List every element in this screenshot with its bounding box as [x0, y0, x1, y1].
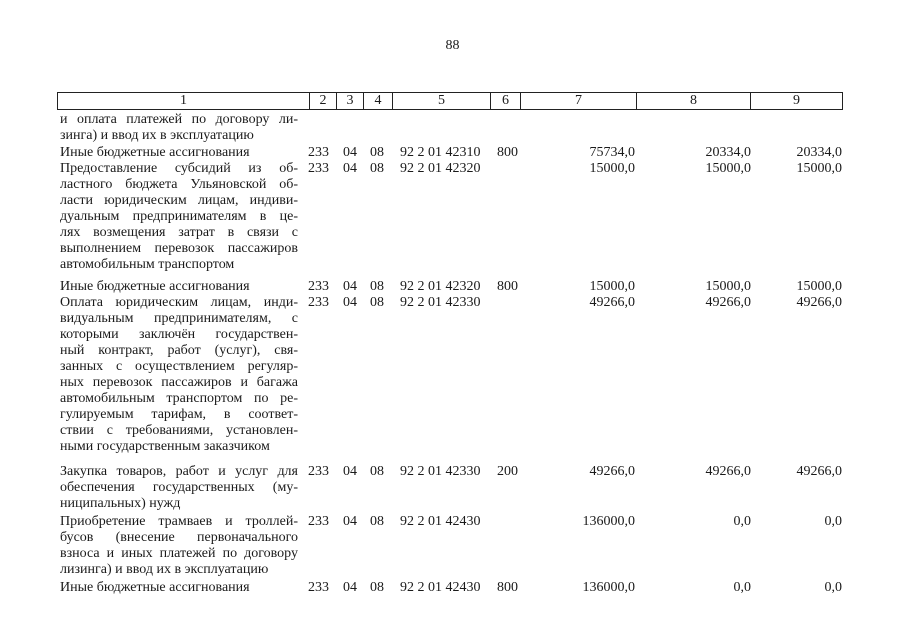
description-line: взноса и иных платежей по договору: [60, 546, 298, 561]
description-line: гулируемым тарифам, в соответ-: [60, 407, 298, 422]
cell-c3: 04: [343, 161, 357, 176]
cell-c9: 0,0: [824, 514, 842, 529]
table-row: [0, 145, 905, 161]
cell-c4: 08: [370, 514, 384, 529]
cell-c2: 233: [308, 161, 329, 176]
cell-c3: 04: [343, 464, 357, 479]
row-description: [60, 464, 298, 512]
description-line: ластного бюджета Ульяновской об-: [60, 177, 298, 192]
cell-c9: 49266,0: [796, 295, 842, 310]
header-col-5: 5: [392, 93, 490, 109]
cell-c4: 08: [370, 145, 384, 160]
cell-c5: 92 2 01 42320: [400, 161, 481, 176]
header-col-7: 7: [520, 93, 636, 109]
table-row: [0, 514, 905, 578]
row-description: [60, 112, 298, 144]
row-description: [60, 295, 298, 455]
description-line: Иные бюджетные ассигнования: [60, 580, 250, 595]
cell-c5: 92 2 01 42330: [400, 295, 481, 310]
cell-c2: 233: [308, 279, 329, 294]
cell-c4: 08: [370, 295, 384, 310]
cell-c3: 04: [343, 514, 357, 529]
cell-c2: 233: [308, 295, 329, 310]
cell-c6: 800: [497, 279, 518, 294]
description-line: Приобретение трамваев и троллей-: [60, 514, 298, 529]
description-line: зинга) и ввод их в эксплуатацию: [60, 128, 254, 143]
cell-c4: 08: [370, 279, 384, 294]
cell-c9: 0,0: [824, 580, 842, 595]
cell-c8: 20334,0: [705, 145, 751, 160]
description-line: занных с осуществлением регуляр-: [60, 359, 298, 374]
table-header: [57, 92, 843, 110]
row-description: [60, 580, 298, 596]
cell-c7: 49266,0: [589, 295, 635, 310]
description-line: которыми заключён государствен-: [60, 327, 298, 342]
description-line: ласти юридическим лицам, индиви-: [60, 193, 298, 208]
cell-c5: 92 2 01 42430: [400, 514, 481, 529]
cell-c8: 49266,0: [705, 295, 751, 310]
cell-c3: 04: [343, 145, 357, 160]
header-col-8: 8: [636, 93, 750, 109]
cell-c8: 15000,0: [705, 279, 751, 294]
cell-c8: 49266,0: [705, 464, 751, 479]
table-row: [0, 464, 905, 512]
cell-c7: 49266,0: [589, 464, 635, 479]
description-line: ными государственным заказчиком: [60, 439, 270, 454]
cell-c9: 20334,0: [796, 145, 842, 160]
description-line: автомобильным транспортом: [60, 257, 235, 272]
cell-c7: 136000,0: [582, 514, 635, 529]
cell-c7: 136000,0: [582, 580, 635, 595]
row-description: [60, 145, 298, 161]
description-line: ных перевозок пассажиров и багажа: [60, 375, 298, 390]
cell-c5: 92 2 01 42320: [400, 279, 481, 294]
description-line: бусов (внесение первоначального: [60, 530, 298, 545]
table-row: [0, 112, 905, 144]
cell-c9: 15000,0: [796, 161, 842, 176]
description-line: Иные бюджетные ассигнования: [60, 145, 250, 160]
description-line: и оплата платежей по договору ли-: [60, 112, 298, 127]
header-col-1: 1: [180, 93, 187, 108]
table-row: [0, 580, 905, 596]
header-col-9: 9: [750, 93, 842, 109]
cell-c2: 233: [308, 145, 329, 160]
cell-c3: 04: [343, 580, 357, 595]
header-col-6: 6: [490, 93, 520, 109]
description-line: ный контракт, работ (услуг), свя-: [60, 343, 298, 358]
page-number: 88: [445, 38, 460, 53]
cell-c5: 92 2 01 42430: [400, 580, 481, 595]
description-line: Закупка товаров, работ и услуг для: [60, 464, 298, 479]
cell-c5: 92 2 01 42330: [400, 464, 481, 479]
cell-c7: 15000,0: [589, 279, 635, 294]
table-row: [0, 279, 905, 295]
cell-c7: 75734,0: [589, 145, 635, 160]
header-col-4: 4: [363, 93, 392, 109]
description-line: лизинга) и ввод их в эксплуатацию: [60, 562, 269, 577]
description-line: лях возмещения затрат в связи с: [60, 225, 298, 240]
cell-c8: 15000,0: [705, 161, 751, 176]
cell-c3: 04: [343, 295, 357, 310]
description-line: ствии с требованиями, установлен-: [60, 423, 298, 438]
cell-c5: 92 2 01 42310: [400, 145, 481, 160]
description-line: обеспечения государственных (му-: [60, 480, 298, 495]
cell-c2: 233: [308, 464, 329, 479]
cell-c8: 0,0: [733, 514, 751, 529]
cell-c6: 800: [497, 580, 518, 595]
row-description: [60, 161, 298, 273]
table-row: [0, 295, 905, 455]
description-line: видуальным предпринимателям, с: [60, 311, 298, 326]
cell-c6: 200: [497, 464, 518, 479]
cell-c4: 08: [370, 161, 384, 176]
cell-c9: 15000,0: [796, 279, 842, 294]
table-row: [0, 161, 905, 273]
description-line: Предоставление субсидий из об-: [60, 161, 298, 176]
description-line: автомобильным транспортом по ре-: [60, 391, 298, 406]
row-description: [60, 279, 298, 295]
cell-c3: 04: [343, 279, 357, 294]
cell-c7: 15000,0: [589, 161, 635, 176]
description-line: дуальным предпринимателям в це-: [60, 209, 298, 224]
cell-c6: 800: [497, 145, 518, 160]
cell-c8: 0,0: [733, 580, 751, 595]
row-description: [60, 514, 298, 578]
header-col-3: 3: [336, 93, 363, 109]
cell-c2: 233: [308, 580, 329, 595]
header-col-2: 2: [309, 93, 336, 109]
cell-c9: 49266,0: [796, 464, 842, 479]
cell-c2: 233: [308, 514, 329, 529]
description-line: выполнением перевозок пассажиров: [60, 241, 298, 256]
description-line: Оплата юридическим лицам, инди-: [60, 295, 298, 310]
description-line: ниципальных) нужд: [60, 496, 181, 511]
description-line: Иные бюджетные ассигнования: [60, 279, 250, 294]
cell-c4: 08: [370, 580, 384, 595]
cell-c4: 08: [370, 464, 384, 479]
